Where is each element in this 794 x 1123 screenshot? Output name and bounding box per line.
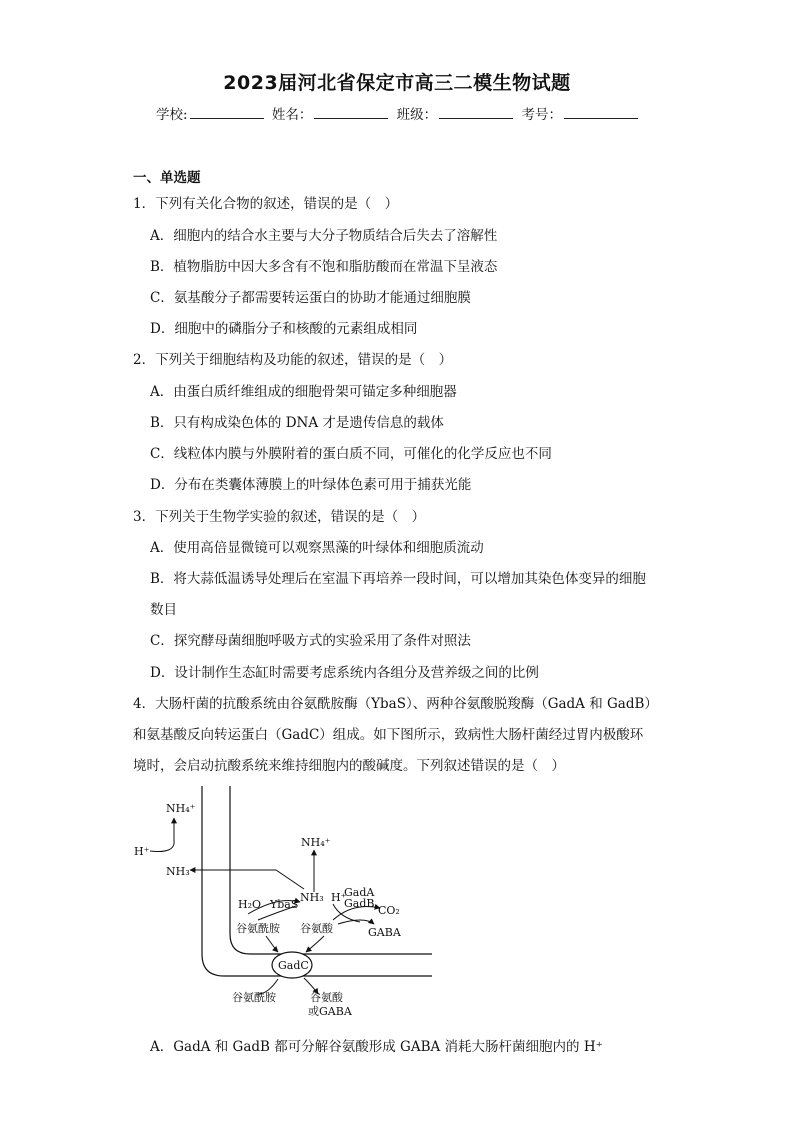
question-3-option-b-cont: 数目 [150,602,177,618]
gada-label: GadA [344,886,375,899]
nh3-outside-label: NH₃ [166,865,190,878]
school-field [156,103,264,123]
school-label: 学校: [156,107,188,123]
page-title: 2023届河北省保定市高三二模生物试题 [223,72,571,94]
gadc-label: GadC [278,959,309,972]
question-3-option-d[interactable]: D．设计制作生态缸时需要考虑系统内各组分及营养级之间的比例 [150,665,539,681]
glutamine-outside-label: 谷氨酰胺 [232,991,276,1004]
h-inside-label: H⁺ [331,891,347,904]
question-4-stem-line-2: 和氨基酸反向转运蛋白（GadC）组成。如下图所示，致病性大肠杆菌经过胃内极酸环 [133,727,644,743]
question-1-option-c[interactable]: C．氨基酸分子都需要转运蛋白的协助才能通过细胞膜 [150,290,471,306]
question-2-option-d[interactable]: D．分布在类囊体薄膜上的叶绿体色素可用于捕获光能 [150,477,472,493]
question-2-option-b[interactable]: B．只有构成染色体的 DNA 才是遗传信息的载体 [150,415,444,431]
question-3-option-a[interactable]: A．使用高倍显微镜可以观察黑藻的叶绿体和细胞质流动 [150,540,484,556]
name-field [272,103,389,123]
nh4-inside-label: NH₄⁺ [301,836,331,849]
student-info-row [0,103,794,123]
cell-membrane-outer [202,786,432,976]
h2o-label: H₂O [238,898,262,911]
nh3-export-arrow [190,870,304,889]
gadb-label: GadB [344,897,375,910]
exam-number-blank[interactable] [564,106,638,119]
school-blank[interactable] [190,106,264,119]
class-blank[interactable] [439,106,513,119]
question-4-stem-line-1: 4．大肠杆菌的抗酸系统由谷氨酰胺酶（YbaS）、两种谷氨酸脱羧酶（GadA 和 GadB） [133,696,658,712]
question-3-stem: 3．下列关于生物学实验的叙述，错误的是（ ） [133,509,426,525]
co2-label: CO₂ [378,904,400,917]
question-1-option-a[interactable]: A．细胞内的结合水主要与大分子物质结合后失去了溶解性 [150,228,498,244]
exam-number-field [521,103,638,123]
h-outside-label: H⁺ [134,845,150,858]
question-2-option-a[interactable]: A．由蛋白质纤维组成的细胞骨架可锚定多种细胞器 [150,384,457,400]
exam-number-label: 考号： [521,107,562,123]
or-gaba-outside-label: 或GABA [308,1005,352,1018]
question-1-stem: 1．下列有关化合物的叙述，错误的是（ ） [133,196,399,212]
question-4-option-a[interactable]: A．GadA 和 GadB 都可分解谷氨酸形成 GABA 消耗大肠杆菌细胞内的 H⁺ [150,1039,603,1055]
name-blank[interactable] [314,106,388,119]
question-2-stem: 2．下列关于细胞结构及功能的叙述，错误的是（ ） [133,352,453,368]
question-3-option-b[interactable]: B．将大蒜低温诱导处理后在室温下再培养一段时间，可以增加其染色体变异的细胞 [150,571,646,587]
question-2-option-c[interactable]: C．线粒体内膜与外膜附着的蛋白质不同，可催化的化学反应也不同 [150,446,552,462]
class-label: 班级： [396,107,438,123]
acid-resistance-diagram [128,784,438,1020]
question-4-stem-line-3: 境时，会启动抗酸系统来维持细胞内的酸碱度。下列叙述错误的是（ ） [133,758,565,774]
nh4-outside-label: NH₄⁺ [166,802,196,815]
ybas-label: YbaS [270,898,299,911]
question-3-option-c[interactable]: C．探究酵母菌细胞呼吸方式的实验采用了条件对照法 [150,633,471,649]
glutamate-inside-label: 谷氨酸 [300,922,333,935]
question-1-option-b[interactable]: B．植物脂肪中因大多含有不饱和脂肪酸而在常温下呈液态 [150,259,498,275]
nh3-inside-label: NH₃ [300,891,324,904]
class-field [397,103,514,123]
glutamate-outside-label: 谷氨酸 [310,991,343,1004]
gaba-inside-label: GABA [368,926,401,939]
name-label: 姓名： [271,107,313,123]
question-1-option-d[interactable]: D．细胞中的磷脂分子和核酸的元素组成相同 [150,321,418,337]
section-title: 一、单选题 [133,170,201,186]
glutamine-inside-label: 谷氨酰胺 [236,922,280,935]
